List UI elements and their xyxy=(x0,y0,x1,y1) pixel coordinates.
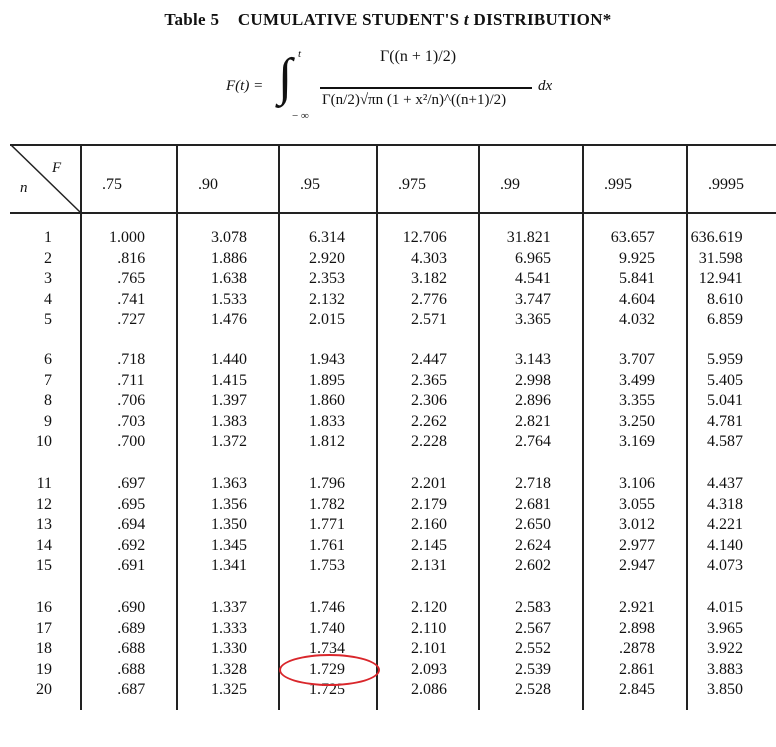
table-cell: 5.041 xyxy=(707,392,743,409)
table-cell: 2.528 xyxy=(515,681,551,698)
table-cell: 4.303 xyxy=(411,249,447,267)
table-cell: 2.093 xyxy=(411,660,447,678)
table-cell: 1.771 xyxy=(309,516,345,533)
table-cell: 3.012 xyxy=(619,516,655,533)
table-cell: 2.681 xyxy=(515,495,551,513)
row-n-label: 3 xyxy=(44,270,52,287)
table-cell: 2.845 xyxy=(619,681,655,698)
table-cell: 2.921 xyxy=(619,599,655,616)
integral-sign: ∫ xyxy=(278,49,293,106)
table-cell: 8.610 xyxy=(707,290,743,308)
table-cell: 1.761 xyxy=(309,536,345,554)
table-cell: 1.796 xyxy=(309,475,345,492)
formula-lhs: F(t) = xyxy=(226,78,264,94)
formula-denominator: Γ(n/2)√πn (1 + x²/n)^((n+1)/2) xyxy=(322,92,507,108)
row-n-label: 8 xyxy=(44,392,52,409)
title-text-b: DISTRIBUTION* xyxy=(473,10,612,29)
row-n-label: 5 xyxy=(44,311,52,328)
table-cell: 2.201 xyxy=(411,475,447,492)
table-cell: 4.015 xyxy=(707,599,743,616)
table-cell: 1.638 xyxy=(211,270,247,287)
table-cell: 5.959 xyxy=(707,351,743,368)
table-cell: 4.032 xyxy=(619,311,655,328)
table-cell: .765 xyxy=(117,270,146,287)
table-cell: .691 xyxy=(117,557,146,574)
table-cell: 2.101 xyxy=(411,640,447,657)
row-n-label: 7 xyxy=(44,371,52,389)
table-cell: 1.729 xyxy=(309,660,345,678)
table-cell: 3.365 xyxy=(515,311,551,328)
title-text-a: CUMULATIVE STUDENT'S xyxy=(237,10,460,29)
table-cell: 1.943 xyxy=(309,351,345,368)
row-n-label: 10 xyxy=(36,433,52,450)
integral-lower-limit: − ∞ xyxy=(292,110,309,122)
table-cell: 1.476 xyxy=(211,311,247,328)
row-n-label: 9 xyxy=(44,412,52,430)
table-cell: 1.886 xyxy=(211,249,247,267)
table-cell: .689 xyxy=(117,619,146,637)
table-cell: .690 xyxy=(117,599,146,616)
table-cell: 3.055 xyxy=(619,495,655,513)
column-header: .99 xyxy=(500,176,520,193)
table-cell: 2.998 xyxy=(515,371,551,389)
table-cell: 2.132 xyxy=(309,290,345,308)
table-cell: 1.860 xyxy=(309,392,345,409)
table-cell: 1.328 xyxy=(211,660,247,678)
table-cell: 2.764 xyxy=(515,433,551,450)
table-cell: 2.262 xyxy=(411,412,447,430)
row-n-label: 4 xyxy=(44,290,52,308)
table-cell: 4.221 xyxy=(707,516,743,533)
table-cell: 4.604 xyxy=(619,290,655,308)
table-cell: 2.861 xyxy=(619,660,655,678)
table-cell: 2.306 xyxy=(411,392,447,409)
highlight-circle xyxy=(279,654,380,686)
table-cell: 3.182 xyxy=(411,270,447,287)
table-cell: 1.812 xyxy=(309,433,345,450)
column-rule xyxy=(376,144,378,710)
table-cell: .2878 xyxy=(619,640,655,657)
table-cell: 2.086 xyxy=(411,681,447,698)
table-cell: 2.947 xyxy=(619,557,655,574)
table-cell: 3.922 xyxy=(707,640,743,657)
table-cell: 31.821 xyxy=(506,229,551,246)
corner-label-F: F xyxy=(52,160,62,176)
table-cell: 4.541 xyxy=(515,270,551,287)
table-cell: 5.405 xyxy=(707,371,743,389)
table-top-rule xyxy=(10,144,776,146)
table-cell: 2.539 xyxy=(515,660,551,678)
column-rule xyxy=(582,144,584,710)
column-header: .995 xyxy=(604,176,632,193)
table-cell: 1.341 xyxy=(211,557,247,574)
formula-dx: dx xyxy=(538,78,553,94)
corner-label-n: n xyxy=(20,180,28,196)
column-header: .90 xyxy=(198,176,218,193)
table-cell: 2.160 xyxy=(411,516,447,533)
table-cell: 3.883 xyxy=(707,660,743,678)
table-cell: .688 xyxy=(117,640,146,657)
table-cell: 2.567 xyxy=(515,619,551,637)
table-cell: 2.718 xyxy=(515,475,551,492)
table-cell: 3.250 xyxy=(619,412,655,430)
table-cell: 2.920 xyxy=(309,249,345,267)
t-distribution-table xyxy=(10,144,776,714)
table-cell: .741 xyxy=(117,290,146,308)
table-cell: 1.363 xyxy=(211,475,247,492)
table-cell: 2.977 xyxy=(619,536,655,554)
table-cell: 2.145 xyxy=(411,536,447,554)
column-rule xyxy=(278,144,280,710)
row-n-label: 1 xyxy=(44,229,52,246)
table-cell: 1.345 xyxy=(211,536,247,554)
table-cell: 1.895 xyxy=(309,371,345,389)
table-cell: 2.353 xyxy=(309,270,345,287)
table-cell: 3.355 xyxy=(619,392,655,409)
table-cell: 2.583 xyxy=(515,599,551,616)
table-cell: 5.841 xyxy=(619,270,655,287)
table-cell: 1.725 xyxy=(309,681,345,698)
table-cell: 2.447 xyxy=(411,351,447,368)
table-cell: 1.383 xyxy=(211,412,247,430)
table-cell: 1.734 xyxy=(309,640,345,657)
title-t: t xyxy=(463,10,469,29)
table-cell: .692 xyxy=(117,536,146,554)
column-rule xyxy=(176,144,178,710)
fraction-bar xyxy=(320,87,532,89)
table-cell: .706 xyxy=(117,392,146,409)
table-cell: 1.000 xyxy=(109,229,145,246)
table-cell: 4.437 xyxy=(707,475,743,492)
row-n-label: 17 xyxy=(36,619,52,637)
row-n-label: 18 xyxy=(36,640,52,657)
table-cell: .700 xyxy=(117,433,146,450)
table-cell: 3.169 xyxy=(619,433,655,450)
table-cell: 2.776 xyxy=(411,290,447,308)
table-cell: 6.859 xyxy=(707,311,743,328)
table-cell: .711 xyxy=(117,371,145,389)
row-n-label: 16 xyxy=(36,599,52,616)
table-cell: .694 xyxy=(117,516,146,533)
row-n-label: 13 xyxy=(36,516,52,533)
table-cell: .695 xyxy=(117,495,146,513)
table-cell: .718 xyxy=(117,351,146,368)
table-cell: 4.781 xyxy=(707,412,743,430)
cdf-formula xyxy=(220,42,600,132)
column-header: .95 xyxy=(300,176,320,193)
column-rule xyxy=(686,144,688,710)
table-cell: .727 xyxy=(117,311,146,328)
table-cell: 3.078 xyxy=(211,229,247,246)
table-cell: .703 xyxy=(117,412,146,430)
row-n-label: 6 xyxy=(44,351,52,368)
table-cell: .697 xyxy=(117,475,146,492)
table-cell: 3.850 xyxy=(707,681,743,698)
table-title xyxy=(0,10,776,30)
table-cell: 2.179 xyxy=(411,495,447,513)
table-cell: 3.747 xyxy=(515,290,551,308)
header-rule xyxy=(10,212,776,214)
column-rule xyxy=(478,144,480,710)
table-cell: 2.650 xyxy=(515,516,551,533)
table-cell: .816 xyxy=(117,249,146,267)
table-cell: 4.587 xyxy=(707,433,743,450)
table-cell: 3.106 xyxy=(619,475,655,492)
table-cell: 1.330 xyxy=(211,640,247,657)
table-cell: 2.120 xyxy=(411,599,447,616)
formula-numerator: Γ((n + 1)/2) xyxy=(380,48,457,65)
row-n-label: 19 xyxy=(36,660,52,678)
table-cell: 2.571 xyxy=(411,311,447,328)
table-cell: 2.552 xyxy=(515,640,551,657)
row-n-label: 12 xyxy=(36,495,52,513)
table-cell: 1.415 xyxy=(211,371,247,389)
table-cell: 1.782 xyxy=(309,495,345,513)
table-cell: 1.325 xyxy=(211,681,247,698)
table-cell: 1.337 xyxy=(211,599,247,616)
table-cell: 6.965 xyxy=(515,249,551,267)
table-cell: 3.499 xyxy=(619,371,655,389)
table-cell: 2.365 xyxy=(411,371,447,389)
table-cell: 1.833 xyxy=(309,412,345,430)
integral-upper-limit: t xyxy=(298,48,302,60)
table-cell: .687 xyxy=(117,681,146,698)
table-cell: 1.753 xyxy=(309,557,345,574)
table-cell: 2.131 xyxy=(411,557,447,574)
table-cell: 1.397 xyxy=(211,392,247,409)
row-n-label: 20 xyxy=(36,681,52,698)
table-cell: 9.925 xyxy=(619,249,655,267)
table-cell: 6.314 xyxy=(309,229,345,246)
table-cell: 4.318 xyxy=(707,495,743,513)
row-n-label: 11 xyxy=(36,475,52,492)
row-n-label: 15 xyxy=(36,557,52,574)
table-cell: 1.333 xyxy=(211,619,247,637)
table-cell: 4.073 xyxy=(707,557,743,574)
table-cell: 12.941 xyxy=(698,270,743,287)
row-n-label: 2 xyxy=(44,249,52,267)
table-cell: 3.707 xyxy=(619,351,655,368)
table-cell: 4.140 xyxy=(707,536,743,554)
table-cell: 12.706 xyxy=(402,229,447,246)
table-cell: 2.898 xyxy=(619,619,655,637)
table-cell: 2.110 xyxy=(411,619,447,637)
table-cell: 2.015 xyxy=(309,311,345,328)
table-cell: 1.372 xyxy=(211,433,247,450)
table-cell: .688 xyxy=(117,660,146,678)
table-cell: 31.598 xyxy=(698,249,743,267)
table-cell: 1.440 xyxy=(211,351,247,368)
table-cell: 1.740 xyxy=(309,619,345,637)
column-header: .75 xyxy=(102,176,122,193)
column-rule xyxy=(80,144,82,710)
corner-diagonal xyxy=(10,144,90,214)
table-cell: 3.965 xyxy=(707,619,743,637)
column-header: .975 xyxy=(398,176,426,193)
table-cell: 2.624 xyxy=(515,536,551,554)
table-cell: 63.657 xyxy=(610,229,655,246)
table-cell: 636.619 xyxy=(690,229,743,246)
table-cell: 3.143 xyxy=(515,351,551,368)
table-cell: 1.746 xyxy=(309,599,345,616)
row-n-label: 14 xyxy=(36,536,52,554)
column-header: .9995 xyxy=(708,176,744,193)
table-cell: 2.821 xyxy=(515,412,551,430)
table-cell: 1.356 xyxy=(211,495,247,513)
table-number: Table 5 xyxy=(164,10,220,29)
table-cell: 1.533 xyxy=(211,290,247,308)
table-cell: 2.896 xyxy=(515,392,551,409)
table-cell: 2.228 xyxy=(411,433,447,450)
table-cell: 1.350 xyxy=(211,516,247,533)
table-cell: 2.602 xyxy=(515,557,551,574)
